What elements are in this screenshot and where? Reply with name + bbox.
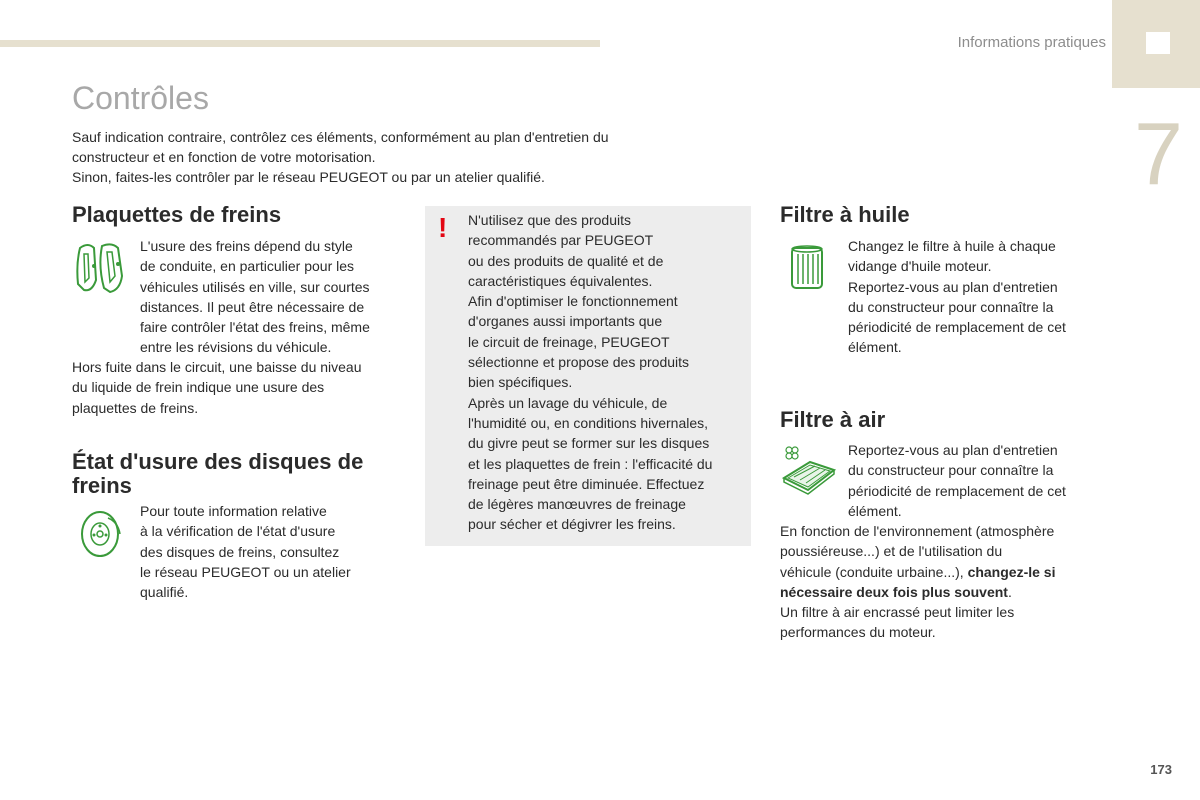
text-line: recommandés par PEUGEOT	[468, 232, 654, 249]
text-line: du constructeur pour connaître la	[848, 298, 1054, 315]
chapter-tab-square	[1146, 32, 1170, 54]
chapter-number: 7	[1134, 104, 1183, 203]
text-line: le réseau PEUGEOT ou un atelier	[140, 563, 351, 580]
oil-filter-text	[848, 236, 1108, 358]
text-line: freinage peut être diminuée. Effectuez	[468, 475, 705, 492]
warning-text	[468, 210, 748, 535]
oil-filter-icon	[786, 242, 828, 294]
text-line: distances. Il peut être nécessaire de	[140, 298, 365, 315]
text-line: le circuit de freinage, PEUGEOT	[468, 333, 670, 350]
text-segment: véhicule (conduite urbaine...),	[780, 563, 968, 580]
text-line: sélectionne et propose des produits	[468, 354, 690, 371]
text-line: de conduite, en particulier pour les	[140, 258, 355, 275]
text-line: ou des produits de qualité et de	[468, 252, 664, 269]
warning-icon: !	[438, 212, 448, 243]
text-line: périodicité de remplacement de cet	[848, 482, 1066, 499]
text-line: bien spécifiques.	[468, 374, 573, 391]
text-line: vidange d'huile moteur.	[848, 258, 992, 275]
text-line: faire contrôler l'état des freins, même	[140, 319, 370, 336]
text-line: des disques de freins, consultez	[140, 543, 340, 560]
brake-pads-text-continued	[72, 357, 412, 418]
text-line: et les plaquettes de frein : l'efficacité du	[468, 455, 713, 472]
text-line: performances du moteur.	[780, 624, 936, 641]
air-filter-heading: Filtre à air	[780, 407, 886, 432]
page-number: 173	[1150, 762, 1172, 777]
air-filter-icon	[780, 444, 836, 496]
emphasis-text: nécessaire deux fois plus souvent	[780, 583, 1008, 600]
page-title: Contrôles	[72, 80, 209, 116]
text-line: d'organes aussi importants que	[468, 313, 663, 330]
text-line	[780, 582, 1110, 602]
air-filter-text-continued	[780, 521, 1110, 643]
text-line: véhicules utilisés en ville, sur courtes	[140, 278, 370, 295]
heading-line: freins	[72, 473, 132, 498]
text-line	[780, 562, 1110, 582]
brake-discs-text	[140, 501, 410, 602]
text-line: à la vérification de l'état d'usure	[140, 523, 336, 540]
text-line: plaquettes de freins.	[72, 399, 199, 416]
text-line: Un filtre à air encrassé peut limiter les	[780, 604, 1015, 621]
oil-filter-heading: Filtre à huile	[780, 202, 910, 227]
text-line: entre les révisions du véhicule.	[140, 339, 332, 356]
text-line: N'utilisez que des produits	[468, 212, 631, 228]
text-line: du liquide de frein indique une usure des	[72, 379, 325, 396]
intro-line: Sinon, faites-les contrôler par le réseau PEUGEOT ou par un atelier qualifié.	[72, 169, 545, 185]
text-line: l'humidité ou, en conditions hivernales,	[468, 414, 709, 431]
text-line: qualifié.	[140, 584, 189, 601]
intro-text	[72, 127, 712, 187]
heading-line: État d'usure des disques de	[72, 449, 364, 474]
text-line: Reportez-vous au plan d'entretien	[848, 442, 1058, 458]
text-line: caractéristiques équivalentes.	[468, 272, 653, 289]
text-line: L'usure des freins dépend du style	[140, 238, 353, 254]
text-line: Pour toute information relative	[140, 503, 327, 519]
brake-disc-icon	[78, 508, 124, 560]
text-line: pour sécher et dégivrer les freins.	[468, 516, 676, 533]
section-label: Informations pratiques	[957, 34, 1106, 51]
text-line: du givre peut se former sur les disques	[468, 435, 710, 452]
brake-pads-heading: Plaquettes de freins	[72, 202, 282, 227]
brake-pads-text	[140, 236, 410, 358]
text-line: En fonction de l'environnement (atmosphère	[780, 523, 1055, 539]
air-filter-text	[848, 440, 1108, 521]
text-line: Hors fuite dans le circuit, une baisse du niveau	[72, 359, 362, 375]
intro-line: constructeur et en fonction de votre motorisation.	[72, 149, 376, 165]
text-line: Afin d'optimiser le fonctionnement	[468, 293, 678, 310]
text-line: Après un lavage du véhicule, de	[468, 394, 668, 411]
intro-line: Sauf indication contraire, contrôlez ces éléments, conformément au plan d'entretien du	[72, 129, 609, 145]
text-segment: .	[1007, 583, 1012, 600]
text-line: poussiéreuse...) et de l'utilisation du	[780, 543, 1003, 560]
text-line: périodicité de remplacement de cet	[848, 319, 1066, 336]
brake-pads-icon	[74, 240, 128, 298]
text-line: Reportez-vous au plan d'entretien	[848, 278, 1058, 295]
text-line: élément.	[848, 339, 902, 356]
text-line: Changez le filtre à huile à chaque	[848, 238, 1056, 254]
text-line: élément.	[848, 502, 902, 519]
header-rule	[0, 40, 600, 47]
brake-discs-heading	[72, 450, 412, 498]
emphasis-text: changez-le si	[967, 563, 1056, 580]
text-line: du constructeur pour connaître la	[848, 462, 1054, 479]
text-line: de légères manœuvres de freinage	[468, 496, 686, 513]
